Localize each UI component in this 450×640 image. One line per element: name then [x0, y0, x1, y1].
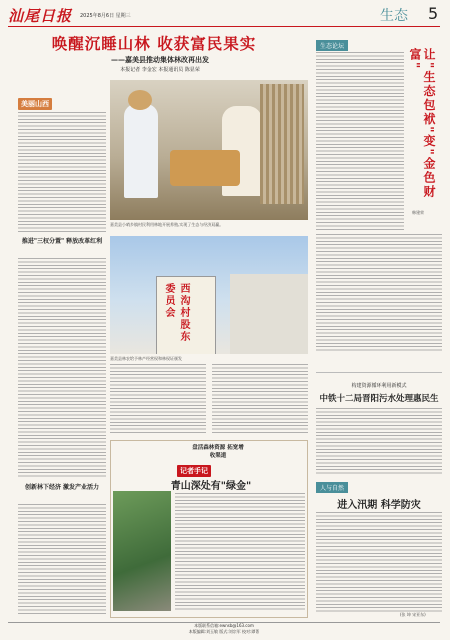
newspaper-logo: 汕尾日报 [8, 7, 73, 25]
article-col2-text [110, 364, 206, 434]
feature-head: 青山深处有"绿金" [170, 481, 252, 492]
news1-head: 中铁十二局晋阳污水处理惠民生 [319, 394, 439, 404]
footer-editors: 本版编辑:刘玉敏 版式:刘宗军 校对:谭菁 [188, 629, 260, 634]
farmer-left [124, 104, 158, 198]
feature-box [110, 440, 308, 618]
section-bar-nature: 人与自然 [316, 482, 348, 493]
article-col3-text [212, 364, 308, 434]
byline: 本报记者 李金宏 本报通讯员 陈显荣 [120, 67, 200, 73]
farmer-hat [128, 90, 152, 110]
forum-vtitle: 让"生态包袱"变"金色财富" [408, 48, 436, 199]
news1-text [316, 408, 442, 474]
shed-wall [260, 84, 304, 204]
feature-side-head: 盘活森林资源 拓宽增收渠道 [192, 445, 244, 459]
subhead-a: 推进"三权分置" 释放改革红利 [21, 238, 103, 245]
photo-mountain-road [113, 491, 171, 611]
forum-vertical-title-box [408, 48, 442, 208]
section-bar-forum: 生态论坛 [316, 40, 348, 51]
main-headline: 唤醒沉睡山林 收获富民果实 [51, 34, 257, 53]
page-footer [8, 622, 440, 636]
photo-sign [110, 236, 308, 354]
divider-1 [316, 372, 442, 373]
crate [170, 150, 240, 186]
footer-email: 本版联系信箱:ewnsb@163.com [194, 623, 254, 628]
section-name: 生态 [380, 8, 408, 24]
feature-badge: 记者手记 [177, 465, 211, 477]
news2-text [316, 512, 442, 612]
issue-date: 2025年8月6日 星期三 [80, 13, 131, 19]
photo2-caption: 嘉美县林农给予林产经营权和林权证颁发 [110, 356, 182, 361]
forum-author: 韩建荣 [412, 210, 424, 215]
article-col1-text [18, 112, 106, 232]
subhead-b: 创新林下经济 激发产业活力 [24, 484, 100, 491]
main-subtitle: ——嘉美县推动集体林改再出发 [111, 55, 209, 64]
feature-text [175, 493, 305, 611]
photo-farmers [110, 80, 308, 220]
building [230, 274, 308, 354]
column-badge: 美丽山西 [18, 98, 52, 110]
page-number: 5 [428, 4, 439, 23]
news2-author: (张 坤 宋亚东) [400, 612, 426, 617]
photo1-caption: 嘉美县小哨乡镇村民利用林地开展养殖,实现了生态与经济双赢。 [110, 222, 224, 227]
masthead [8, 5, 440, 27]
village-sign [156, 276, 216, 354]
article-col1-text-2 [18, 258, 106, 478]
article-col1-text-3 [18, 504, 106, 616]
forum-text [316, 52, 404, 230]
news1-sub: 构建资源循环利用新模式 [351, 383, 407, 389]
news2-head: 进入汛期 科学防灾 [337, 500, 421, 511]
sign-text: 西沟村股东委员会 [163, 283, 189, 343]
forum-text-2 [316, 234, 442, 352]
